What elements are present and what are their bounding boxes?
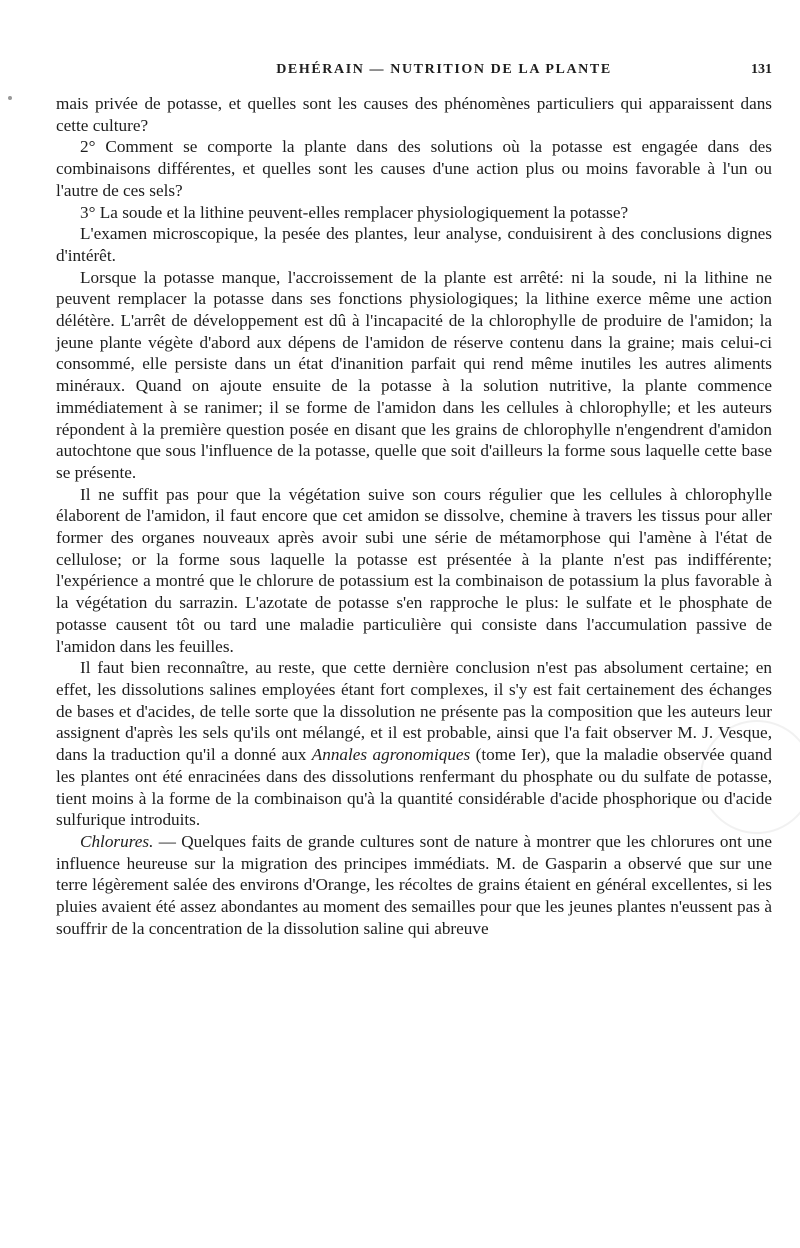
journal-title: Annales agronomiques bbox=[311, 745, 471, 765]
paragraph: Il ne suffit pas pour que la végétation suive son cours régulier que les cellules à chlorophylle élaborent de l'amidon, il faut encore que cet amidon se dissolve, chemine à travers les tissus pour aller former des organes nouveaux après avoir subi une série de métamorphose qui l'amène à l'état de cellulose; or la forme sous laquelle la potasse est présentée à la plante n'est pas indifférente; l'expérience a montré que le chlorure de potassium est la combinaison de potassium la plus favorable à la végétation du sarrazin. L'azotate de potasse s'en rapproche le plus: le sulfate et le phosphate de potasse causent tôt ou tard une maladie particulière qui consiste dans l'accumulation passive de l'amidon dans les feuilles. bbox=[56, 484, 772, 656]
page-body bbox=[56, 93, 772, 939]
paragraph: L'examen microscopique, la pesée des plantes, leur analyse, conduisirent à des conclusions dignes d'intérêt. bbox=[56, 224, 772, 265]
page-number: 131 bbox=[751, 62, 772, 77]
text-run: (tome Ier), que la maladie observée quand les plantes ont été enracinées dans des dissolutions renfermant du phosphate ou du sulfate de potasse, tient moins à la forme de la combinaison qu'à la quantité considérable d'acide phosphorique ou d'acide sulfurique introduits. bbox=[56, 745, 773, 830]
paragraph: 3° La soude et la lithine peuvent-elles remplacer physiologiquement la potasse? bbox=[80, 202, 629, 222]
paragraph bbox=[56, 657, 772, 831]
page-header bbox=[56, 62, 772, 82]
margin-mark bbox=[8, 96, 12, 100]
section-heading: Chlorures. bbox=[80, 831, 154, 851]
paragraph: mais privée de potasse, et quelles sont les causes des phénomènes particuliers qui apparaissent dans cette culture? bbox=[56, 94, 772, 135]
text-run: Il faut bien reconnaître, au reste, que cette dernière conclusion n'est pas absolument certaine; en effet, les dissolutions salines employées étant fort complexes, il s'y est fait certainement des échanges de bases et d'acides, de telle sorte que la dissolution ne présente pas la composition que les auteurs leur assignent d'après les sels qu'ils ont mélangé, et il est probable, ainsi que l'a fait observer M. J. Vesque, dans la traduction qu'il a donné aux bbox=[56, 658, 772, 765]
paragraph: Lorsque la potasse manque, l'accroissement de la plante est arrêté: ni la soude, ni la lithine ne peuvent remplacer la potasse dans ses fonctions physiologiques; la lithine exerce même une action délétère. L'arrêt de développement est dû à l'incapacité de la chlorophylle de produire de l'amidon; la jeune plante végète d'abord aux dépens de l'amidon de réserve contenu dans la graine; mais celui-ci consommé, elle persiste dans un état d'inanition parfait qui rend même inutiles les autres aliments minéraux. Quand on ajoute ensuite de la potasse à la solution nutritive, la plante commence immédiatement à se ranimer; il se forme de l'amidon dans les cellules à chlorophylle; et les auteurs répondent à la première question posée en disant que les grains de chlorophylle n'engendrent d'amidon autochtone que sous l'influence de la potasse, quelle que soit d'ailleurs la forme sous laquelle cette base se présente. bbox=[56, 267, 772, 482]
paragraph bbox=[56, 831, 772, 940]
paragraph: 2° Comment se comporte la plante dans des solutions où la potasse est engagée dans des combinaisons différentes, et quelles sont les causes d'une action plus ou moins favorable à l'un ou l'autre de ces sels? bbox=[56, 137, 772, 200]
running-head: DEHÉRAIN — NUTRITION DE LA PLANTE bbox=[276, 62, 612, 77]
text-run: — Quelques faits de grande cultures sont de nature à montrer que les chlorures ont une influence heureuse sur la migration des principes immédiats. M. de Gasparin a observé que sur une terre légèrement salée des environs d'Orange, les récoltes de grains étaient en général excellentes, si les pluies avaient été assez abondantes au moment des semailles pour que les jeunes plantes n'eussent pas à souffrir de la concentration de la dissolution saline qui abreuve bbox=[56, 831, 772, 938]
